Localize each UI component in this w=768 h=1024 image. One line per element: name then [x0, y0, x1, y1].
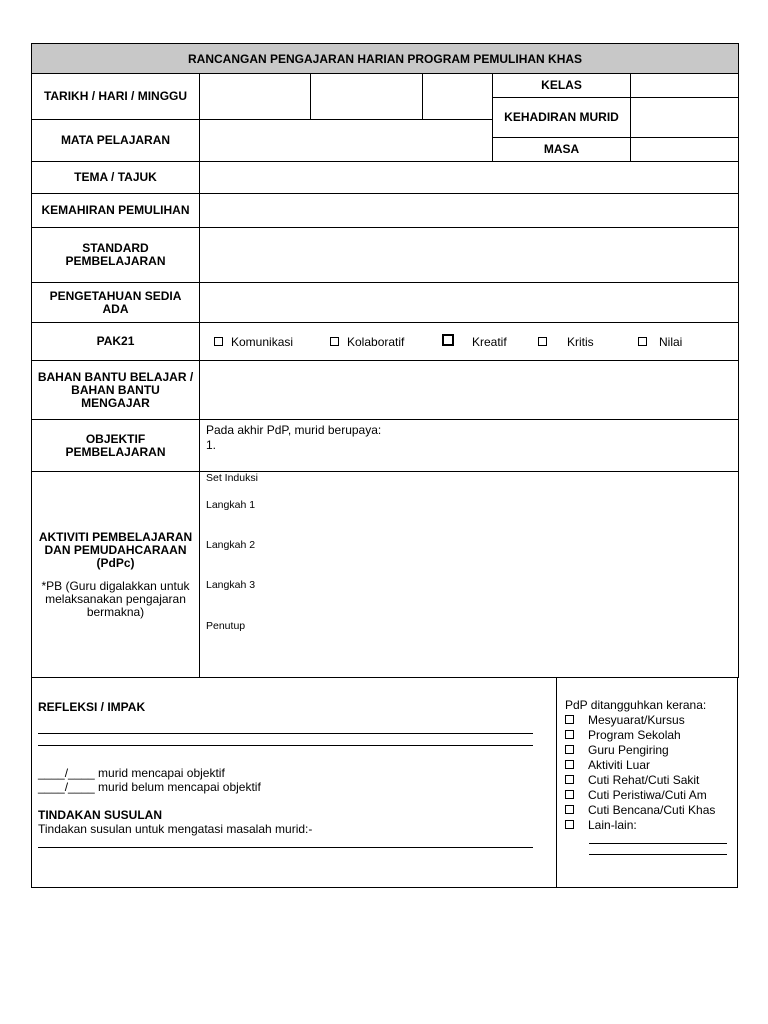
bbm-field[interactable] — [200, 361, 739, 420]
mata-pelajaran-field[interactable] — [200, 120, 493, 162]
checkbox-icon — [565, 745, 574, 754]
kelas-label: KELAS — [493, 74, 631, 98]
objektif-label: OBJEKTIF PEMBELAJARAN — [32, 420, 200, 472]
step-set-induksi: Set Induksi — [206, 472, 258, 484]
lesson-plan-table — [31, 43, 739, 678]
pak21-option-kritis[interactable]: Kritis — [538, 335, 638, 349]
standard-field[interactable] — [200, 228, 739, 283]
step-langkah-3: Langkah 3 — [206, 579, 256, 591]
ditangguhkan-block — [565, 698, 727, 855]
reason-cuti-rehat[interactable]: Cuti Rehat/Cuti Sakit — [565, 773, 727, 788]
pak21-label: PAK21 — [32, 323, 200, 361]
pak21-option-komunikasi[interactable]: Komunikasi — [214, 335, 316, 349]
kelas-field[interactable] — [631, 74, 739, 98]
lain-lain-line-1[interactable] — [589, 833, 727, 844]
step-langkah-2: Langkah 2 — [206, 539, 256, 551]
reason-program-sekolah[interactable]: Program Sekolah — [565, 728, 727, 743]
reason-mesyuarat[interactable]: Mesyuarat/Kursus — [565, 713, 727, 728]
murid-mencapai: ____/____ murid mencapai objektif — [38, 766, 225, 780]
tema-label: TEMA / TAJUK — [32, 162, 200, 194]
refleksi-section — [31, 678, 738, 888]
masa-field[interactable] — [631, 138, 739, 162]
objektif-field[interactable] — [200, 420, 739, 472]
masa-label: MASA — [493, 138, 631, 162]
pengetahuan-field[interactable] — [200, 283, 739, 323]
aktiviti-note: *PB (Guru digalakkan untuk melaksanakan pengajaran bermakna) — [41, 578, 190, 619]
mata-pelajaran-label: MATA PELAJARAN — [32, 120, 200, 162]
kehadiran-field[interactable] — [631, 98, 739, 138]
pak21-options — [200, 323, 739, 361]
standard-label: STANDARD PEMBELAJARAN — [32, 228, 200, 283]
refleksi-line-2[interactable] — [38, 734, 533, 746]
refleksi-title: REFLEKSI / IMPAK — [38, 700, 146, 714]
checkbox-icon — [638, 337, 647, 346]
reason-aktiviti-luar[interactable]: Aktiviti Luar — [565, 758, 727, 773]
tarikh-field-2[interactable] — [311, 74, 423, 120]
checkbox-icon — [565, 715, 574, 724]
refleksi-line-1[interactable] — [38, 722, 533, 734]
lain-lain-line-2[interactable] — [589, 844, 727, 855]
checkbox-icon — [538, 337, 547, 346]
ditangguhkan-title: PdP ditangguhkan kerana: — [565, 698, 707, 712]
step-langkah-1: Langkah 1 — [206, 499, 256, 511]
checkbox-icon — [565, 760, 574, 769]
checkbox-icon — [214, 337, 223, 346]
section-divider — [556, 678, 557, 887]
reason-guru-pengiring[interactable]: Guru Pengiring — [565, 743, 727, 758]
checkbox-icon — [565, 820, 574, 829]
bbm-label: BAHAN BANTU BELAJAR / BAHAN BANTU MENGAJAR — [32, 361, 200, 420]
step-penutup: Penutup — [206, 620, 246, 632]
pengetahuan-label: PENGETAHUAN SEDIA ADA — [32, 283, 200, 323]
aktiviti-label-cell — [32, 472, 200, 678]
murid-belum-mencapai: ____/____ murid belum mencapai objektif — [38, 780, 261, 794]
refleksi-block — [38, 700, 538, 848]
lesson-plan-form — [31, 43, 738, 888]
pak21-option-nilai[interactable]: Nilai — [638, 335, 682, 349]
tarikh-field-1[interactable] — [200, 74, 311, 120]
aktiviti-label: AKTIVITI PEMBELAJARAN DAN PEMUDAHCARAAN (PdPc) — [38, 529, 193, 570]
tindakan-line[interactable] — [38, 836, 533, 848]
tarikh-label: TARIKH / HARI / MINGGU — [32, 74, 200, 120]
checkbox-icon — [565, 730, 574, 739]
tarikh-field-3[interactable] — [423, 74, 493, 120]
reason-cuti-bencana[interactable]: Cuti Bencana/Cuti Khas — [565, 803, 727, 818]
tindakan-text: Tindakan susulan untuk mengatasi masalah murid:- — [38, 822, 313, 836]
pak21-option-kreatif[interactable]: Kreatif — [442, 334, 538, 349]
form-title: RANCANGAN PENGAJARAN HARIAN PROGRAM PEMULIHAN KHAS — [32, 44, 739, 74]
tema-field[interactable] — [200, 162, 739, 194]
reason-lain-lain[interactable]: Lain-lain: — [565, 818, 727, 833]
objektif-intro: Pada akhir PdP, murid berupaya: — [206, 423, 382, 437]
objektif-item: 1. — [206, 438, 217, 452]
checkbox-icon — [330, 337, 339, 346]
kemahiran-label: KEMAHIRAN PEMULIHAN — [32, 194, 200, 228]
reason-cuti-peristiwa[interactable]: Cuti Peristiwa/Cuti Am — [565, 788, 727, 803]
checkbox-icon — [565, 790, 574, 799]
checkbox-icon — [565, 805, 574, 814]
checkbox-icon — [442, 334, 454, 346]
checkbox-icon — [565, 775, 574, 784]
tindakan-title: TINDAKAN SUSULAN — [38, 808, 162, 822]
kehadiran-label: KEHADIRAN MURID — [493, 98, 631, 138]
aktiviti-field[interactable] — [200, 472, 739, 678]
pak21-option-kolaboratif[interactable]: Kolaboratif — [330, 335, 442, 349]
kemahiran-field[interactable] — [200, 194, 739, 228]
